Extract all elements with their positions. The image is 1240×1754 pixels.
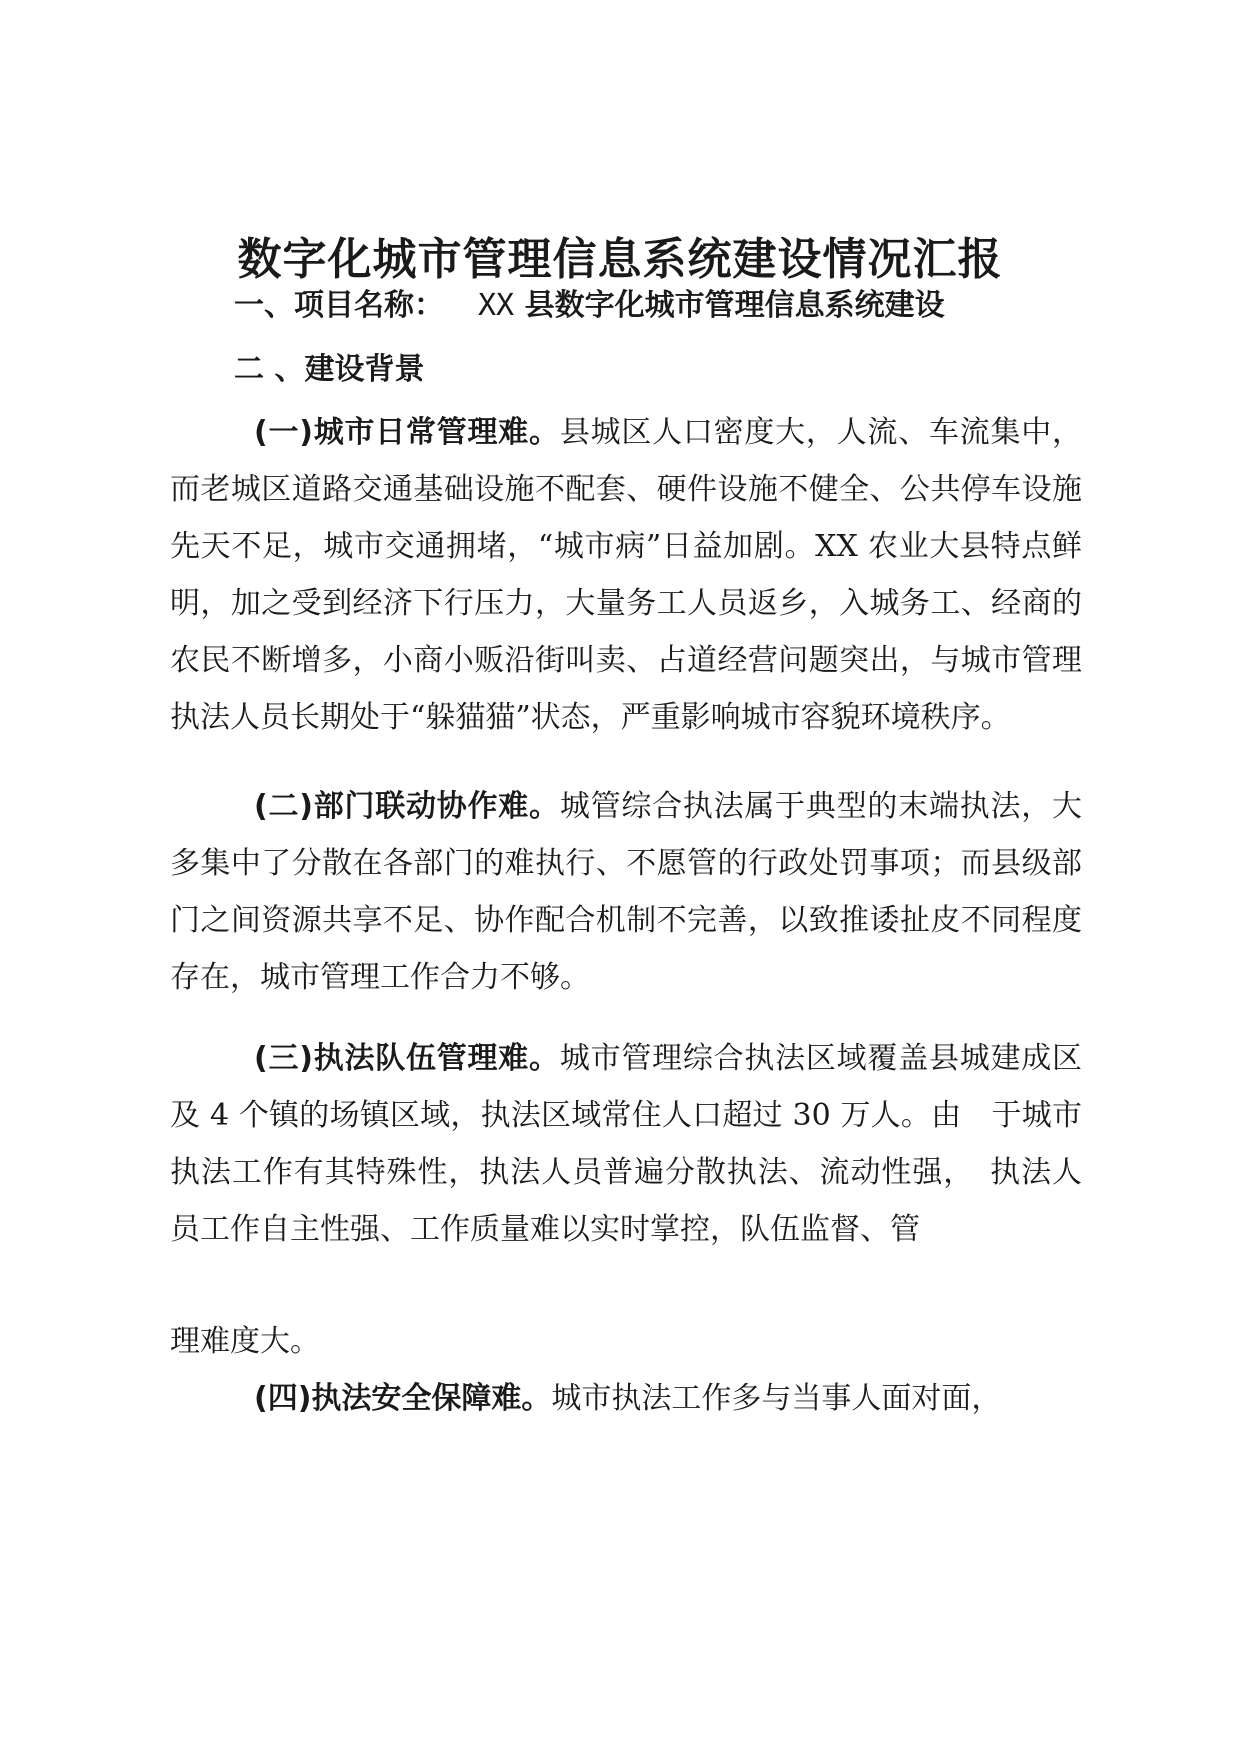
paragraph-body: 县城区人口密度大，人流、车流集中，而老城区道路交通基础设施不配套、硬件设施不健全、公共停车设施先天不足，城市交通拥堵，“城市病”日益加剧。XX 农业大县特点鲜明，加之受到经济下行压力，大量务工人员返乡，入城务工、经商的农民不断增多，小商小贩沿街叫卖、占道经营问题突出，与城市管理执法人员长期处于“躲猫猫”状态，严重影响城市容貌环境秩序。 [170, 415, 1083, 735]
paragraph-lead: (一)城市日常管理难。 [254, 415, 560, 450]
paragraph-department-coordination [170, 778, 1082, 1006]
project-name-heading [234, 286, 945, 326]
background-heading: 二 、建设背景 [234, 352, 425, 387]
project-name-label: 一、项目名称： [234, 288, 444, 323]
paragraph-lead: (二)部门联动协作难。 [254, 789, 560, 824]
document-title: 数字化城市管理信息系统建设情况汇报 [237, 234, 1003, 285]
paragraph-tail: 理难度大。 [170, 1324, 320, 1359]
paragraph-team-management [170, 1030, 1082, 1258]
paragraph-body: 城市执法工作多与当事人面对面， [551, 1381, 1002, 1416]
paragraph-daily-management [170, 404, 1082, 746]
paragraph-safety-guarantee [170, 1370, 1082, 1427]
paragraph-body: 城管综合执法属于典型的末端执法，大多集中了分散在各部门的难执行、不愿管的行政处罚事项；而县级部门之间资源共享不足、协作配合机制不完善，以致推诿扯皮不同程度存在，城市管理工作合力不够。 [170, 789, 1083, 995]
paragraph-lead: (三)执法队伍管理难。 [254, 1041, 560, 1076]
paragraph-lead: (四)执法安全保障难。 [254, 1381, 552, 1416]
project-name-value: 县数字化城市管理信息系统建设 [524, 288, 945, 323]
paragraph-body: 城市管理综合执法区域覆盖县城建成区及 4 个镇的场镇区域，执法区域常住人口超过 30 万人。由 于城市执法工作有其特殊性，执法人员普遍分散执法、流动性强， 执法人员工作自主性强、工作质量难以实时掌控，队伍监督、管 [170, 1041, 1083, 1247]
project-name-prefix: XX [478, 288, 515, 323]
